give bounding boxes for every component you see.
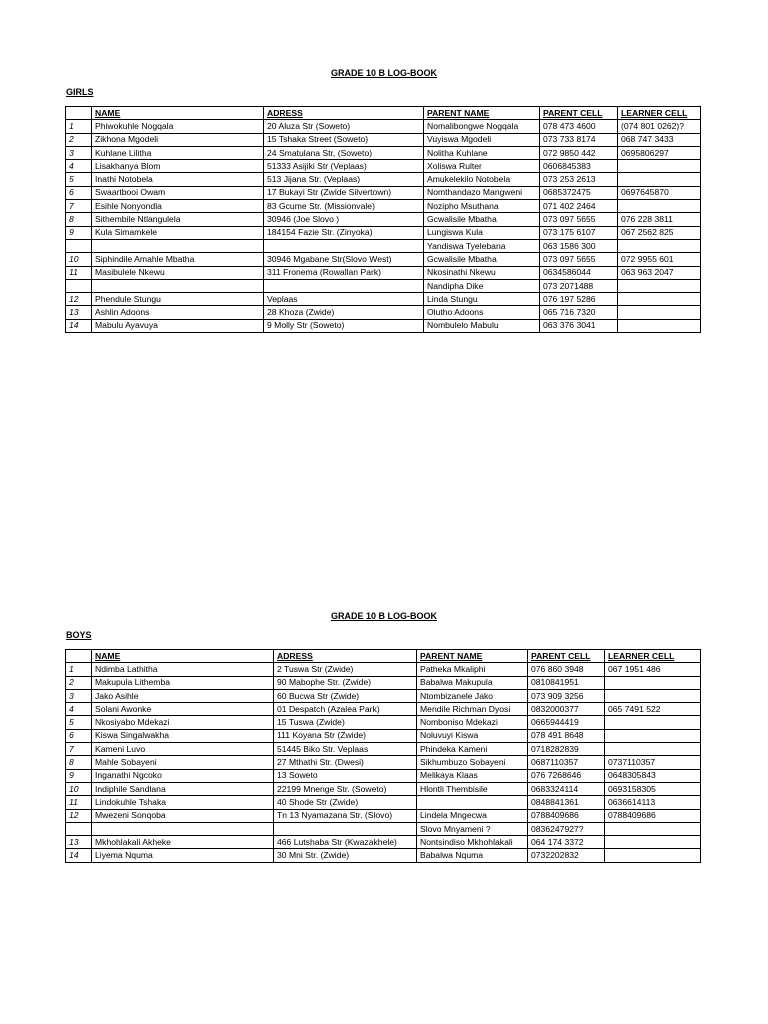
- parent-name-cell: [417, 796, 528, 809]
- address-cell: 15 Tuswa (Zwide): [274, 716, 417, 729]
- row-number-cell: 4: [66, 160, 92, 173]
- column-header-parent-cell: PARENT CELL: [540, 107, 618, 120]
- learner-cell-cell: 063 963 2047: [618, 266, 701, 279]
- column-header-learner-cell: LEARNER CELL: [618, 107, 701, 120]
- name-cell: Inganathi Ngcoko: [92, 769, 274, 782]
- learner-cell-cell: 0697645870: [618, 186, 701, 199]
- address-cell: 13 Soweto: [274, 769, 417, 782]
- parent-cell-cell: 078 491 8648: [528, 729, 605, 742]
- address-cell: 60 Bucwa Str (Zwide): [274, 689, 417, 702]
- parent-cell-cell: 071 402 2464: [540, 200, 618, 213]
- column-header-row-number: [66, 650, 92, 663]
- row-number-cell: 5: [66, 173, 92, 186]
- row-number-cell: [66, 279, 92, 292]
- row-number-cell: 1: [66, 663, 92, 676]
- parent-cell-cell: 072 9850 442: [540, 146, 618, 159]
- name-cell: Liyema Nquma: [92, 849, 274, 862]
- learner-cell-cell: [618, 306, 701, 319]
- address-cell: [264, 239, 424, 252]
- parent-name-cell: Noluvuyi Kiswa: [417, 729, 528, 742]
- table-row: [66, 703, 701, 716]
- parent-cell-cell: 0683324114: [528, 782, 605, 795]
- address-cell: [264, 279, 424, 292]
- address-cell: 184154 Fazie Str. (Zinyoka): [264, 226, 424, 239]
- address-cell: 20 Aluza Str (Soweto): [264, 120, 424, 133]
- parent-name-cell: Patheka Mkaliphi: [417, 663, 528, 676]
- name-cell: Makupula Lithemba: [92, 676, 274, 689]
- parent-name-cell: Mendile Richman Dyosi: [417, 703, 528, 716]
- parent-cell-cell: 063 376 3041: [540, 319, 618, 332]
- address-cell: 22199 Mnenge Str. (Soweto): [274, 782, 417, 795]
- name-cell: Phendule Stungu: [92, 293, 264, 306]
- address-cell: 15 Tshaka Street (Soweto): [264, 133, 424, 146]
- name-cell: [92, 279, 264, 292]
- parent-name-cell: Phindeka Kameni: [417, 743, 528, 756]
- learner-cell-cell: [618, 173, 701, 186]
- address-cell: 24 Smatulana Str, (Soweto): [264, 146, 424, 159]
- row-number-cell: 7: [66, 743, 92, 756]
- address-cell: 513 Jijana Str. (Veplaas): [264, 173, 424, 186]
- row-number-cell: 12: [66, 809, 92, 822]
- address-cell: 311 Fronema (Rowallan Park): [264, 266, 424, 279]
- parent-name-cell: Nomboniso Mdekazi: [417, 716, 528, 729]
- name-cell: Solani Awonke: [92, 703, 274, 716]
- learner-cell-cell: 0693158305: [605, 782, 701, 795]
- row-number-cell: 8: [66, 756, 92, 769]
- name-cell: Mwezeni Sonqoba: [92, 809, 274, 822]
- column-header-address: ADRESS: [264, 107, 424, 120]
- row-number-cell: 6: [66, 729, 92, 742]
- name-cell: Mahle Sobayeni: [92, 756, 274, 769]
- address-cell: 51333 Asijiki Str (Veplaas): [264, 160, 424, 173]
- table-row: [66, 173, 701, 186]
- table-row: [66, 663, 701, 676]
- learner-cell-cell: [605, 822, 701, 835]
- learner-cell-cell: 067 2562 825: [618, 226, 701, 239]
- name-cell: Mkhohlakali Akheke: [92, 836, 274, 849]
- learner-cell-cell: [618, 293, 701, 306]
- parent-name-cell: Lungiswa Kula: [424, 226, 540, 239]
- parent-name-cell: Nombulelo Mabulu: [424, 319, 540, 332]
- girls-log-table: [65, 106, 701, 333]
- parent-cell-cell: 0665944419: [528, 716, 605, 729]
- learner-cell-cell: [618, 239, 701, 252]
- learner-cell-cell: 072 9955 601: [618, 253, 701, 266]
- learner-cell-cell: [605, 836, 701, 849]
- parent-cell-cell: 0634586044: [540, 266, 618, 279]
- row-number-cell: 13: [66, 836, 92, 849]
- name-cell: Sithembile Ntlangulela: [92, 213, 264, 226]
- learner-cell-cell: [605, 729, 701, 742]
- address-cell: 90 Mabophe Str. (Zwide): [274, 676, 417, 689]
- row-number-cell: 7: [66, 200, 92, 213]
- row-number-cell: 2: [66, 676, 92, 689]
- row-number-cell: 2: [66, 133, 92, 146]
- table-row: [66, 306, 701, 319]
- table-row: [66, 743, 701, 756]
- address-cell: Veplaas: [264, 293, 424, 306]
- row-number-cell: 13: [66, 306, 92, 319]
- address-cell: 2 Tuswa Str (Zwide): [274, 663, 417, 676]
- parent-name-cell: Nozipho Msuthana: [424, 200, 540, 213]
- parent-name-cell: Babalwa Makupula: [417, 676, 528, 689]
- learner-cell-cell: 0636614113: [605, 796, 701, 809]
- address-cell: 28 Khoza (Zwide): [264, 306, 424, 319]
- learner-cell-cell: [605, 689, 701, 702]
- address-cell: 40 Shode Str (Zwide): [274, 796, 417, 809]
- parent-cell-cell: 076 860 3948: [528, 663, 605, 676]
- table-row: [66, 120, 701, 133]
- parent-name-cell: Amukelekilo Notobela: [424, 173, 540, 186]
- table-row: [66, 293, 701, 306]
- parent-cell-cell: 073 909 3256: [528, 689, 605, 702]
- table-row: [66, 253, 701, 266]
- table-row: [66, 756, 701, 769]
- address-cell: Tn 13 Nyamazana Str. (Slovo): [274, 809, 417, 822]
- name-cell: Swaartbooi Owam: [92, 186, 264, 199]
- parent-name-cell: Sikhumbuzo Sobayeni: [417, 756, 528, 769]
- row-number-cell: 8: [66, 213, 92, 226]
- row-number-cell: 14: [66, 319, 92, 332]
- table-row: [66, 266, 701, 279]
- parent-cell-cell: 073 097 5655: [540, 253, 618, 266]
- parent-cell-cell: 065 716 7320: [540, 306, 618, 319]
- table-row: [66, 279, 701, 292]
- row-number-cell: 14: [66, 849, 92, 862]
- name-cell: Lindokuhle Tshaka: [92, 796, 274, 809]
- address-cell: 466 Lutshaba Str (Kwazakhele): [274, 836, 417, 849]
- row-number-cell: 10: [66, 253, 92, 266]
- parent-name-cell: Babalwa Nquma: [417, 849, 528, 862]
- row-number-cell: 3: [66, 146, 92, 159]
- address-cell: 30946 (Joe Slovo ): [264, 213, 424, 226]
- address-cell: 17 Bukayi Str (Zwide Silvertown): [264, 186, 424, 199]
- parent-cell-cell: 073 733 8174: [540, 133, 618, 146]
- row-number-cell: 5: [66, 716, 92, 729]
- parent-name-cell: Gcwalisile Mbatha: [424, 213, 540, 226]
- parent-cell-cell: 073 2071488: [540, 279, 618, 292]
- table-row: [66, 200, 701, 213]
- table-row: [66, 796, 701, 809]
- parent-cell-cell: 0836247927?: [528, 822, 605, 835]
- parent-cell-cell: 0832000377: [528, 703, 605, 716]
- name-cell: Kuhlane Lilitha: [92, 146, 264, 159]
- table-row: [66, 716, 701, 729]
- name-cell: Zikhona Mgodeli: [92, 133, 264, 146]
- girls-page-title: GRADE 10 B LOG-BOOK: [330, 68, 437, 78]
- row-number-cell: 1: [66, 120, 92, 133]
- learner-cell-cell: [618, 319, 701, 332]
- name-cell: Masibulele Nkewu: [92, 266, 264, 279]
- parent-cell-cell: 073 175 6107: [540, 226, 618, 239]
- parent-cell-cell: 063 1586 300: [540, 239, 618, 252]
- parent-cell-cell: 0848841361: [528, 796, 605, 809]
- name-cell: Lisakhanya Blom: [92, 160, 264, 173]
- table-row: [66, 239, 701, 252]
- name-cell: Phiwokuhle Nogqala: [92, 120, 264, 133]
- table-row: [66, 729, 701, 742]
- name-cell: Kameni Luvo: [92, 743, 274, 756]
- parent-name-cell: Nontsindiso Mkhohlakali: [417, 836, 528, 849]
- parent-name-cell: Nolitha Kuhlane: [424, 146, 540, 159]
- parent-cell-cell: 076 197 5286: [540, 293, 618, 306]
- table-row: [66, 133, 701, 146]
- table-row: [66, 849, 701, 862]
- table-row: [66, 836, 701, 849]
- parent-cell-cell: 078 473 4600: [540, 120, 618, 133]
- learner-cell-cell: 0737110357: [605, 756, 701, 769]
- boys-page-title: GRADE 10 B LOG-BOOK: [330, 611, 437, 621]
- learner-cell-cell: [618, 279, 701, 292]
- learner-cell-cell: 065 7491 522: [605, 703, 701, 716]
- table-row: [66, 160, 701, 173]
- table-row: [66, 769, 701, 782]
- parent-cell-cell: 073 253 2613: [540, 173, 618, 186]
- table-row: [66, 676, 701, 689]
- table-row: [66, 186, 701, 199]
- name-cell: [92, 822, 274, 835]
- row-number-cell: [66, 822, 92, 835]
- learner-cell-cell: [605, 676, 701, 689]
- row-number-cell: 10: [66, 782, 92, 795]
- row-number-cell: [66, 239, 92, 252]
- parent-name-cell: Lindela Mngecwa: [417, 809, 528, 822]
- girls-section-label: GIRLS: [66, 87, 94, 97]
- parent-name-cell: Hlontli Thembisile: [417, 782, 528, 795]
- row-number-cell: 3: [66, 689, 92, 702]
- parent-cell-cell: 0685372475: [540, 186, 618, 199]
- parent-name-cell: Gcwalisile Mbatha: [424, 253, 540, 266]
- parent-name-cell: Yandiswa Tyelebana: [424, 239, 540, 252]
- name-cell: Kiswa Singalwakha: [92, 729, 274, 742]
- learner-cell-cell: 0695806297: [618, 146, 701, 159]
- column-header-row-number: [66, 107, 92, 120]
- parent-cell-cell: 0788409686: [528, 809, 605, 822]
- name-cell: Kula Simamkele: [92, 226, 264, 239]
- table-row: [66, 689, 701, 702]
- parent-name-cell: Nomalibongwe Nogqala: [424, 120, 540, 133]
- table-row: [66, 213, 701, 226]
- row-number-cell: 12: [66, 293, 92, 306]
- learner-cell-cell: [618, 200, 701, 213]
- parent-name-cell: Ntombizanele Jako: [417, 689, 528, 702]
- learner-cell-cell: [605, 716, 701, 729]
- parent-name-cell: Linda Stungu: [424, 293, 540, 306]
- learner-cell-cell: [605, 743, 701, 756]
- name-cell: Esihle Nonyondla: [92, 200, 264, 213]
- parent-cell-cell: 076 7268646: [528, 769, 605, 782]
- parent-cell-cell: 0732202832: [528, 849, 605, 862]
- table-row: [66, 809, 701, 822]
- parent-cell-cell: 0687110357: [528, 756, 605, 769]
- name-cell: Mabulu Ayavuya: [92, 319, 264, 332]
- learner-cell-cell: 076 228 3811: [618, 213, 701, 226]
- address-cell: 111 Koyana Str (Zwide): [274, 729, 417, 742]
- address-cell: 30946 Mgabane Str(Slovo West): [264, 253, 424, 266]
- parent-name-cell: Olutho Adoons: [424, 306, 540, 319]
- learner-cell-cell: (074 801 0262)?: [618, 120, 701, 133]
- table-row: [66, 319, 701, 332]
- row-number-cell: 9: [66, 769, 92, 782]
- parent-name-cell: Nkosinathi Nkewu: [424, 266, 540, 279]
- parent-name-cell: Vuyiswa Mgodeli: [424, 133, 540, 146]
- address-cell: 51445 Biko Str. Veplaas: [274, 743, 417, 756]
- row-number-cell: 11: [66, 796, 92, 809]
- table-row: [66, 822, 701, 835]
- column-header-parent-cell: PARENT CELL: [528, 650, 605, 663]
- parent-name-cell: Xoliswa Rulter: [424, 160, 540, 173]
- column-header-parent-name: PARENT NAME: [417, 650, 528, 663]
- parent-name-cell: Melikaya Klaas: [417, 769, 528, 782]
- learner-cell-cell: [605, 849, 701, 862]
- name-cell: Nkosiyabo Mdekazi: [92, 716, 274, 729]
- column-header-learner-cell: LEARNER CELL: [605, 650, 701, 663]
- parent-cell-cell: 073 097 5655: [540, 213, 618, 226]
- address-cell: 30 Mni Str. (Zwide): [274, 849, 417, 862]
- name-cell: Ashlin Adoons: [92, 306, 264, 319]
- parent-name-cell: Slovo Mnyameni ?: [417, 822, 528, 835]
- table-row: [66, 226, 701, 239]
- parent-cell-cell: 0810841951: [528, 676, 605, 689]
- address-cell: 83 Gcume Str. (Missionvale): [264, 200, 424, 213]
- parent-cell-cell: 064 174 3372: [528, 836, 605, 849]
- parent-cell-cell: 0718282839: [528, 743, 605, 756]
- parent-name-cell: Nomthandazo Mangweni: [424, 186, 540, 199]
- table-header-row: [66, 107, 701, 120]
- learner-cell-cell: [618, 160, 701, 173]
- parent-cell-cell: 0606845383: [540, 160, 618, 173]
- column-header-parent-name: PARENT NAME: [424, 107, 540, 120]
- boys-log-table: [65, 649, 701, 863]
- row-number-cell: 9: [66, 226, 92, 239]
- boys-section-label: BOYS: [66, 630, 92, 640]
- learner-cell-cell: 067 1951 486: [605, 663, 701, 676]
- row-number-cell: 6: [66, 186, 92, 199]
- table-row: [66, 782, 701, 795]
- learner-cell-cell: 0788409686: [605, 809, 701, 822]
- row-number-cell: 11: [66, 266, 92, 279]
- column-header-address: ADRESS: [274, 650, 417, 663]
- column-header-name: NAME: [92, 107, 264, 120]
- learner-cell-cell: 068 747 3433: [618, 133, 701, 146]
- name-cell: Inathi Notobela: [92, 173, 264, 186]
- parent-name-cell: Nandipha Dike: [424, 279, 540, 292]
- name-cell: Indiphile Sandlana: [92, 782, 274, 795]
- name-cell: Ndimba Lathitha: [92, 663, 274, 676]
- address-cell: 01 Despatch (Azalea Park): [274, 703, 417, 716]
- table-row: [66, 146, 701, 159]
- column-header-name: NAME: [92, 650, 274, 663]
- row-number-cell: 4: [66, 703, 92, 716]
- learner-cell-cell: 0648305843: [605, 769, 701, 782]
- address-cell: 27 Mthathi Str. (Dwesi): [274, 756, 417, 769]
- name-cell: Jako Asihle: [92, 689, 274, 702]
- address-cell: [274, 822, 417, 835]
- name-cell: Siphindile Amahle Mbatha: [92, 253, 264, 266]
- table-header-row: [66, 650, 701, 663]
- name-cell: [92, 239, 264, 252]
- address-cell: 9 Molly Str (Soweto): [264, 319, 424, 332]
